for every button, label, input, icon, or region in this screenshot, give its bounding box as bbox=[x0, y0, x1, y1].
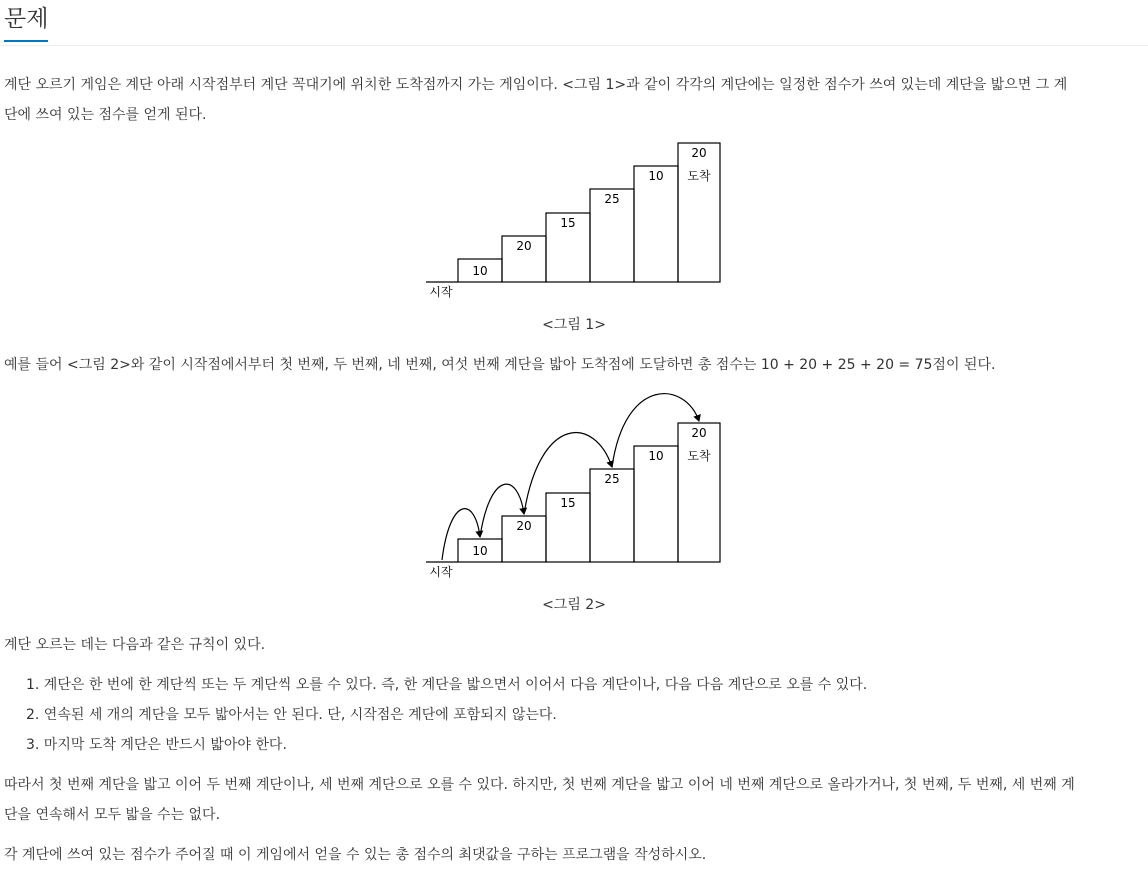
intro-line-2: 단에 쓰여 있는 점수를 얻게 된다. bbox=[4, 107, 207, 123]
figure-1-caption: <그림 1> bbox=[542, 317, 606, 333]
step-4-score: 25 bbox=[604, 192, 620, 206]
step-6-score: 20 bbox=[691, 146, 707, 160]
end-label: 도착 bbox=[687, 449, 711, 463]
conclusion-line-2: 단을 연속해서 모두 밟을 수는 없다. bbox=[4, 807, 221, 823]
task-text: 각 계단에 쓰여 있는 점수가 주어질 때 이 게임에서 얻을 수 있는 총 점수의 최댓값을 구하는 프로그램을 작성하시오. bbox=[4, 847, 707, 863]
conclusion-line-1: 따라서 첫 번째 계단을 밟고 이어 두 번째 계단이나, 세 번째 계단으로 오를 수 있다. 하지만, 첫 번째 계단을 밟고 이어 네 번째 계단으로 올라가거나, 첫 번째, 두 번째, 세 번째 계 bbox=[4, 777, 1075, 793]
step-1-score: 10 bbox=[472, 264, 488, 278]
step-3-score: 15 bbox=[560, 496, 576, 510]
figure-2-caption: <그림 2> bbox=[542, 597, 606, 613]
rule-item: 1. 계단은 한 번에 한 계단씩 또는 두 계단씩 오를 수 있다. 즉, 한 계단을 밟으면서 이어서 다음 계단이나, 다음 다음 계단으로 오를 수 있다. bbox=[26, 677, 868, 693]
step-3-score: 15 bbox=[560, 216, 576, 230]
end-label: 도착 bbox=[687, 169, 711, 183]
staircase-figure-2 bbox=[420, 386, 730, 583]
section-header bbox=[0, 0, 1148, 46]
step-6-score: 20 bbox=[691, 426, 707, 440]
intro-line-1: 계단 오르기 게임은 계단 아래 시작점부터 계단 꼭대기에 위치한 도착점까지 가는 게임이다. <그림 1>과 같이 각각의 계단에는 일정한 점수가 쓰여 있는데 계단을 밟으면 그 계 bbox=[4, 77, 1068, 93]
rule-item: 2. 연속된 세 개의 계단을 모두 밟아서는 안 된다. 단, 시작점은 계단에 포함되지 않는다. bbox=[26, 707, 557, 723]
rules-list bbox=[4, 670, 867, 760]
rule-item: 3. 마지막 도착 계단은 반드시 밟아야 한다. bbox=[26, 737, 287, 753]
example-text: 예를 들어 <그림 2>와 같이 시작점에서부터 첫 번째, 두 번째, 네 번째, 여섯 번째 계단을 밟아 도착점에 도달하면 총 점수는 10 + 20 + 25 + 20 = 75점이 된다. bbox=[4, 357, 996, 373]
step-2-score: 20 bbox=[516, 519, 532, 533]
step-2-score: 20 bbox=[516, 239, 532, 253]
step-5-score: 10 bbox=[648, 169, 664, 183]
staircase-figure-1 bbox=[420, 138, 730, 303]
section-title: 문제 bbox=[4, 4, 48, 42]
start-label: 시작 bbox=[429, 565, 453, 579]
rules-intro: 계단 오르는 데는 다음과 같은 규칙이 있다. bbox=[4, 637, 266, 653]
step-4-score: 25 bbox=[604, 472, 620, 486]
step-5-score: 10 bbox=[648, 449, 664, 463]
start-label: 시작 bbox=[429, 285, 453, 299]
step-1-score: 10 bbox=[472, 544, 488, 558]
